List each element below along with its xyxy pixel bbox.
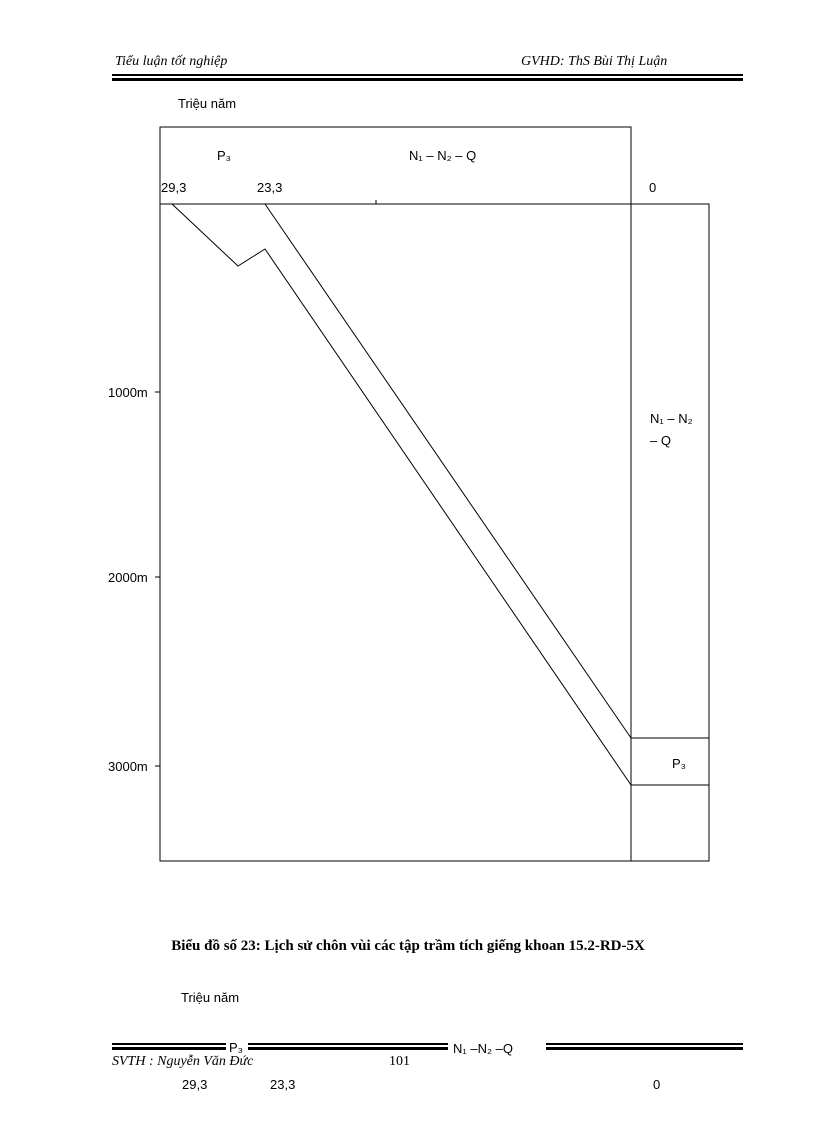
- next-age-label-29-3: 29,3: [182, 1077, 208, 1092]
- burial-curve-p3-top: [265, 204, 631, 738]
- depth-label-1000: 1000m: [108, 385, 148, 400]
- footer-rule-thick-right: [546, 1047, 743, 1050]
- figure-caption: [0, 938, 816, 955]
- column-label-neogene-line2: – Q: [650, 433, 671, 448]
- depth-label-2000: 2000m: [108, 570, 148, 585]
- header-left-title: Tiểu luận tốt nghiệp: [115, 54, 228, 69]
- caption-text: Lịch sử chôn vùi các tập trầm tích giếng khoan 15.2-RD-5X: [260, 938, 645, 954]
- epoch-label-p3: P₃: [217, 148, 231, 163]
- next-epoch-label-neogene: N₁ –N₂ –Q: [453, 1041, 514, 1056]
- column-label-p3: P₃: [672, 756, 686, 771]
- footer-rule-thick-left: [112, 1047, 226, 1050]
- age-label-23-3: 23,3: [257, 180, 283, 195]
- next-time-unit-label: Triệu năm: [181, 990, 240, 1005]
- footer-rule-thin-mid: [248, 1043, 448, 1045]
- caption-prefix: Biểu đồ số 23:: [171, 938, 261, 954]
- plot-area-frame: [160, 204, 631, 861]
- footer-author: SVTH : Nguyễn Văn Đức: [112, 1054, 254, 1069]
- next-epoch-label-p3: P₃: [229, 1040, 243, 1055]
- header-right-advisor: GVHD: ThS Bùi Thị Luận: [521, 54, 668, 69]
- footer-rule-thin-left: [112, 1043, 226, 1045]
- footer-rule-thick-mid: [248, 1047, 448, 1050]
- age-label-29-3: 29,3: [161, 180, 187, 195]
- time-unit-label: Triệu năm: [178, 96, 237, 111]
- next-age-label-23-3: 23,3: [270, 1077, 296, 1092]
- time-scale-box: [160, 127, 631, 204]
- epoch-label-neogene: N₁ – N₂ – Q: [409, 148, 477, 163]
- depth-label-3000: 3000m: [108, 759, 148, 774]
- footer-page-number: 101: [389, 1054, 410, 1069]
- burial-curve-p3-base: [172, 204, 631, 785]
- next-age-label-0: 0: [653, 1077, 661, 1092]
- stratigraphic-column: [631, 204, 709, 861]
- column-label-neogene-line1: N₁ – N₂: [650, 411, 693, 426]
- footer-rule-thin-right: [546, 1043, 743, 1045]
- age-label-0: 0: [649, 180, 657, 195]
